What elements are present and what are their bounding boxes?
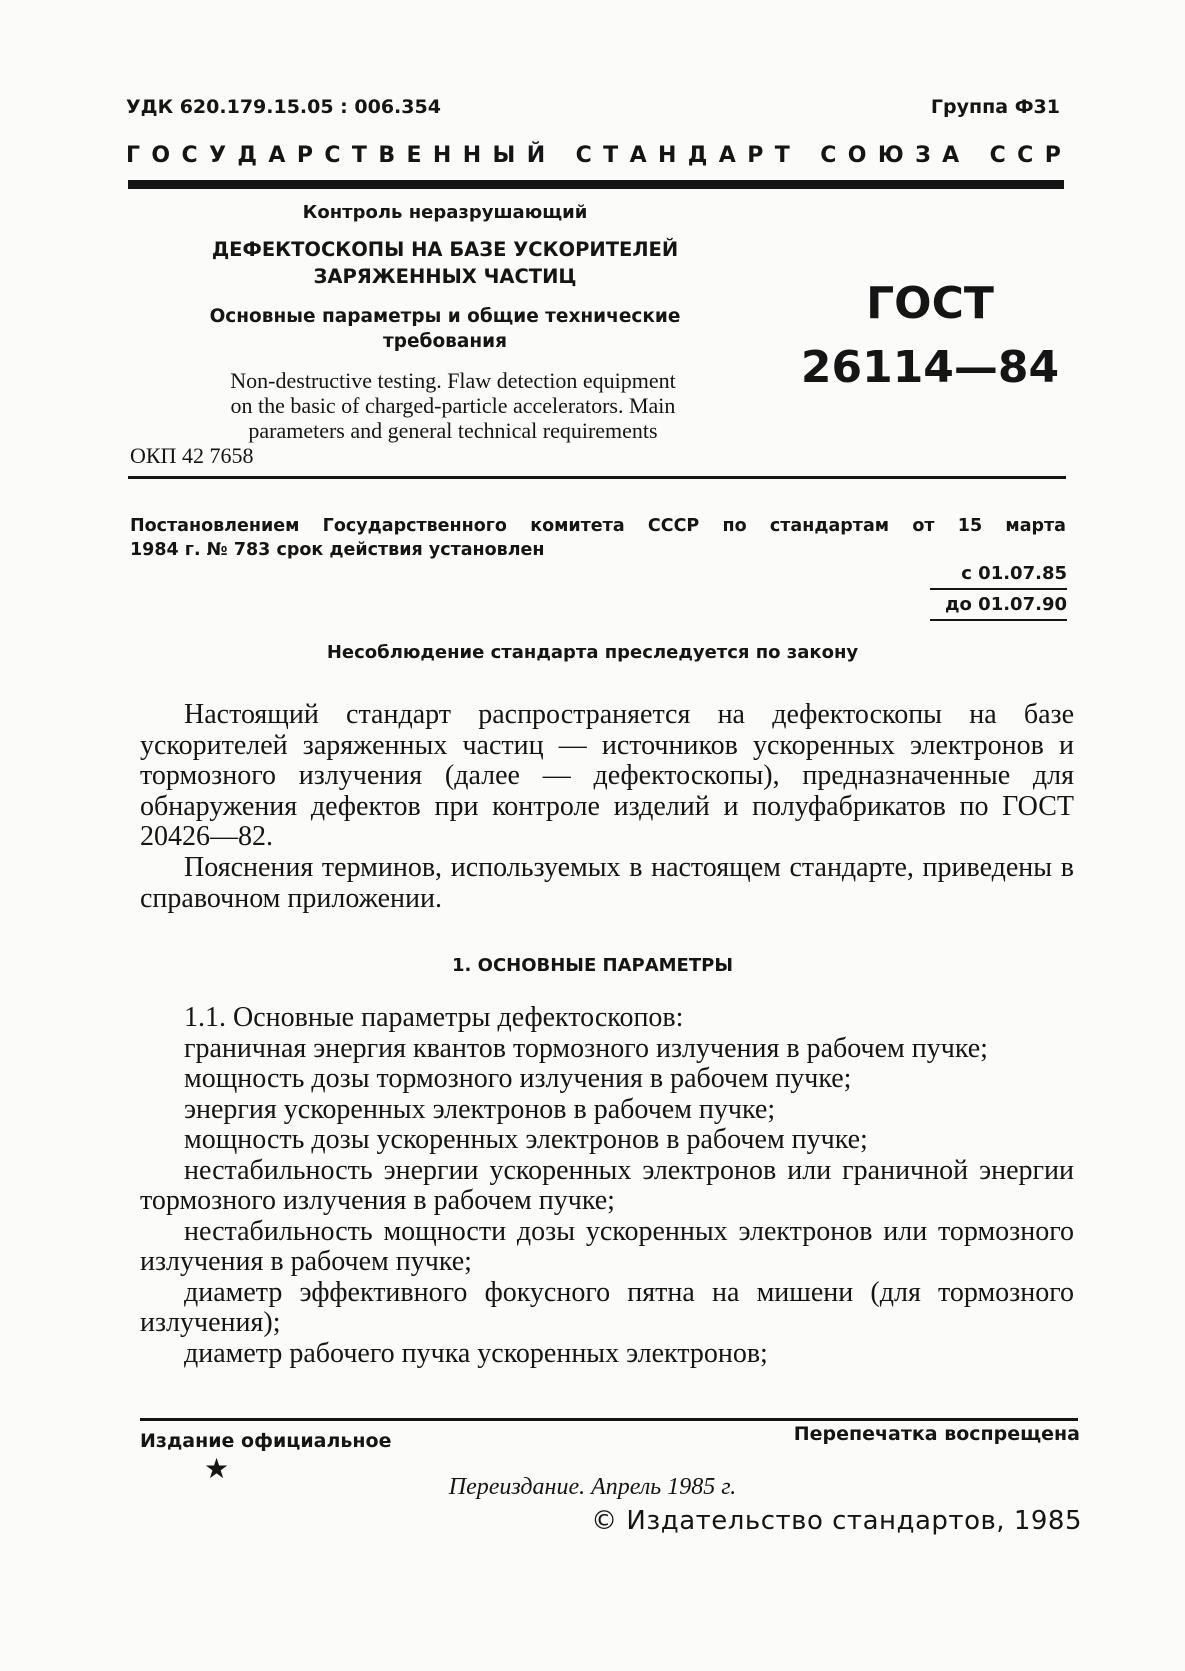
intro-paragraph-1: Настоящий стандарт распространяется на дефектоскопы на базе ускорителей заряженных частиц — источников ускоренных электронов и тормозного излучения (далее — дефектоскопы), предназначенные для обнаружения дефектов при контроле изделий и полуфабрикатов по ГОСТ 20426—82. [140,699,1074,852]
copyright-notice: © Издательство стандартов, 1985 [591,1506,1082,1536]
official-edition-label: Издание официальное [140,1430,392,1452]
reissue-note: Переиздание. Апрель 1985 г. [448,1474,737,1500]
subtitle-line-2: требования [383,331,507,352]
legal-notice: Несоблюдение стандарта преследуется по закону [326,642,859,663]
english-line-1: Non-destructive testing. Flaw detection equipment [230,368,676,393]
list-item: нестабильность энергии ускоренных электронов или граничной энергии тормозного излучения в рабочем пучке; [140,1154,1074,1216]
title-line-1: ДЕФЕКТОСКОПЫ НА БАЗЕ УСКОРИТЕЛЕЙ [211,238,679,261]
effective-from-date: с 01.07.85 [961,563,1067,584]
list-item: диаметр рабочего пучка ускоренных электронов; [184,1337,768,1369]
intro-paragraph-2: Пояснения терминов, используемых в настоящем стандарте, приведены в справочном приложении. [140,852,1074,914]
date-underline-1 [930,588,1067,590]
udk-code: УДК 620.179.15.05 : 006.354 [126,96,441,118]
document-subtitle [170,304,720,354]
subject-line: Контроль неразрушающий [302,202,588,223]
list-item: диаметр эффективного фокусного пятна на мишени (для тормозного излучения); [140,1276,1074,1338]
english-line-2: on the basic of charged-particle accelerators. Main [230,393,676,418]
title-line-2: ЗАРЯЖЕННЫХ ЧАСТИЦ [313,265,577,288]
list-item: нестабильность мощности дозы ускоренных электронов или тормозного излучения в рабочем пучке; [140,1215,1074,1277]
document-title [150,236,740,290]
list-item: мощность дозы тормозного излучения в рабочем пучке; [184,1063,852,1094]
star-icon: ★ [204,1452,230,1485]
list-item: граничная энергия квантов тормозного излучения в рабочем пучке; [184,1032,988,1064]
decree-line-1: Постановлением Государственного комитета СССР по стандартам от 15 марта [130,516,1066,536]
group-code: Группа Ф31 [930,96,1060,118]
subtitle-line-1: Основные параметры и общие технические [209,306,681,327]
footer-rule [140,1418,1078,1421]
header-rule [128,180,1064,189]
english-title [168,368,738,443]
list-item: мощность дозы ускоренных электронов в рабочем пучке; [184,1124,868,1155]
section-heading: 1. ОСНОВНЫЕ ПАРАМЕТРЫ [452,955,733,976]
title-rule [128,476,1066,479]
list-item: 1.1. Основные параметры дефектоскопов: [184,1002,684,1033]
reprint-ban-label: Перепечатка воспрещена [793,1423,1080,1445]
date-underline-2 [930,619,1067,621]
parameters-list [140,1003,1074,1369]
list-item: энергия ускоренных электронов в рабочем пучке; [184,1093,776,1125]
gost-code: 26114—84 [800,342,1060,393]
gost-number [780,272,1080,400]
decree-line-2: 1984 г. № 783 срок действия установлен [130,540,545,560]
english-line-3: parameters and general technical requirements [248,418,658,443]
gost-label: ГОСТ [866,278,994,329]
okp-code: ОКП 42 7658 [130,443,254,468]
effective-to-date: до 01.07.90 [945,594,1067,615]
state-standard-banner: ГОСУДАРСТВЕННЫЙ СТАНДАРТ СОЮЗА ССР [126,143,1073,168]
